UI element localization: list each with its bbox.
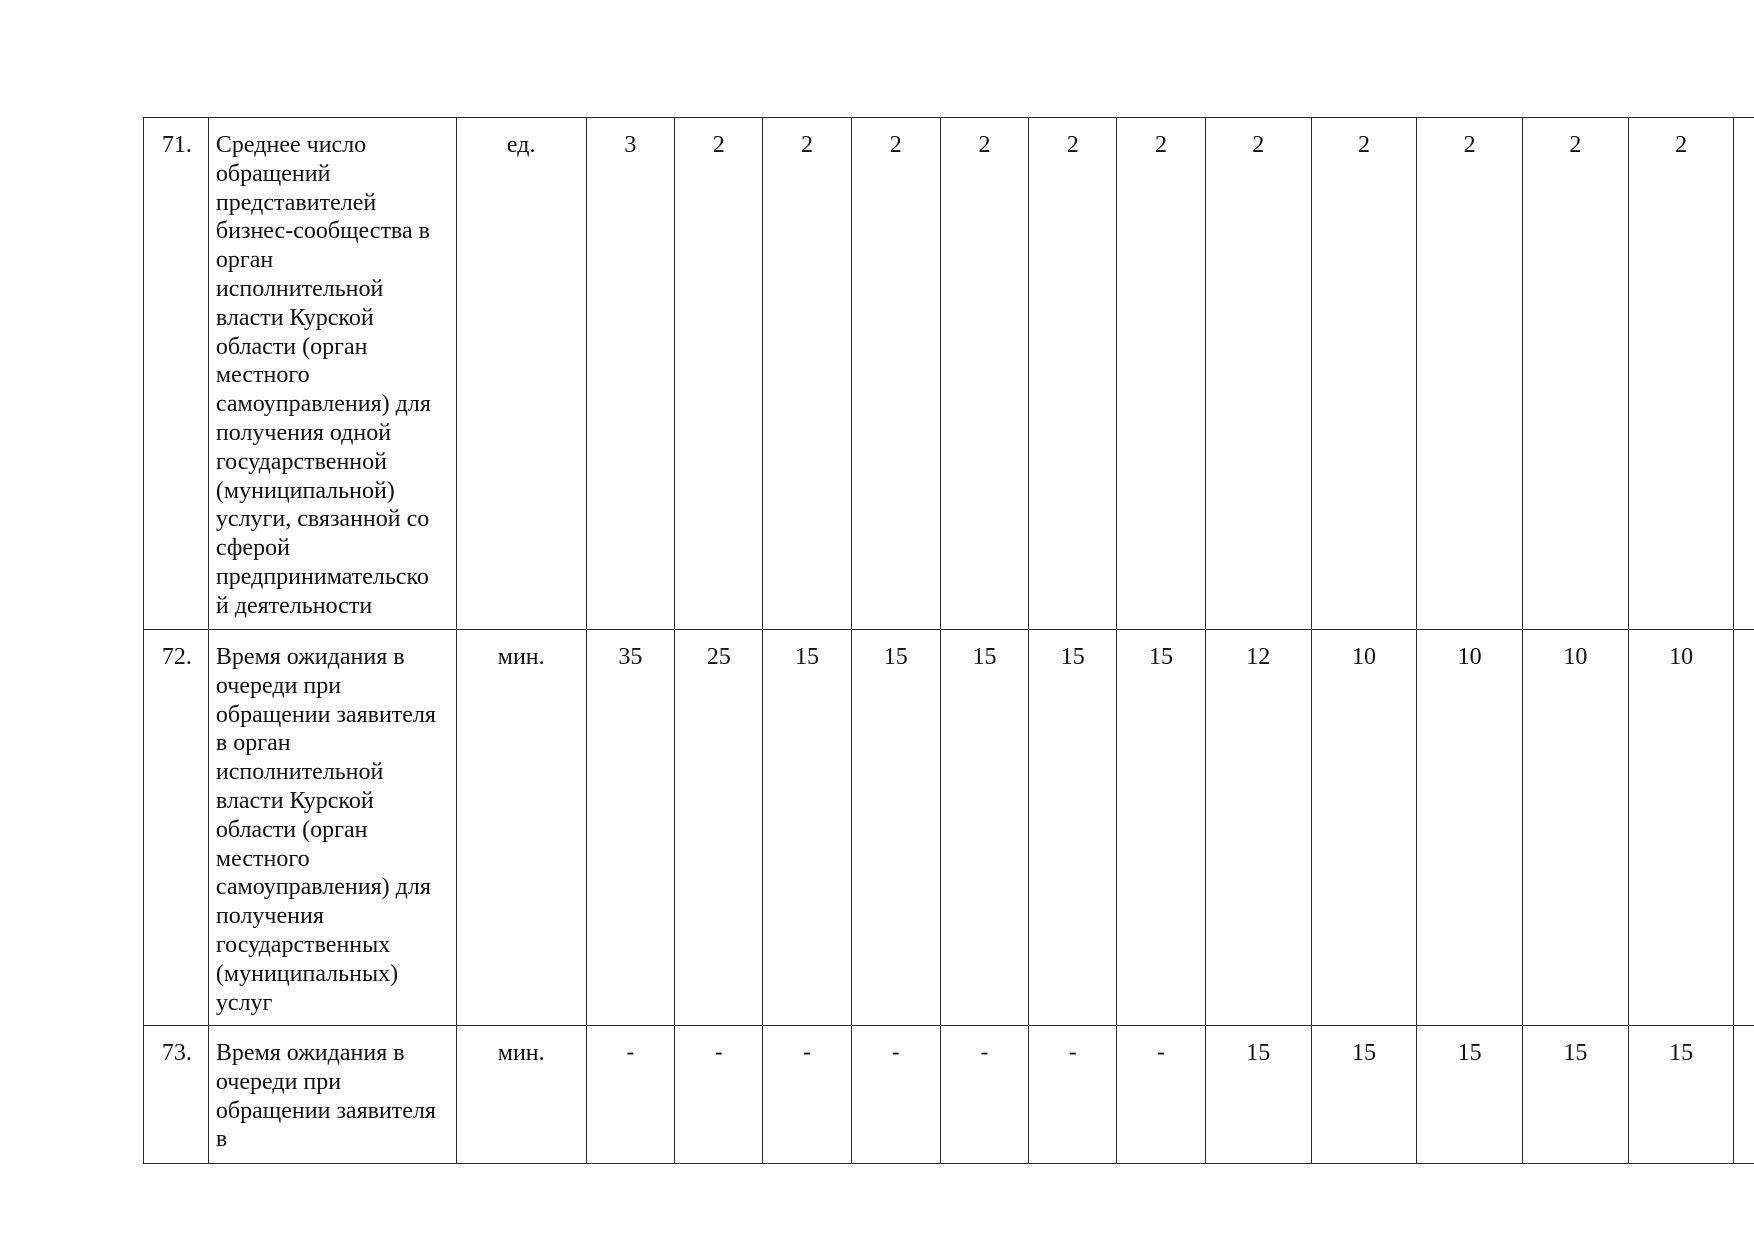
value-cell: 15 xyxy=(1417,1026,1523,1164)
description-line: получения xyxy=(215,903,324,930)
description-line: обращении заявителя xyxy=(215,701,436,728)
row-unit: мин. xyxy=(456,1026,586,1164)
table-row xyxy=(144,630,1754,1026)
cropped-cell xyxy=(1734,118,1754,630)
description-line: исполнительной xyxy=(215,759,384,786)
cropped-cell xyxy=(1734,630,1754,1026)
description-line: представителей xyxy=(215,189,377,216)
row-number: 73. xyxy=(144,1026,209,1164)
row-unit: ед. xyxy=(456,118,586,630)
value-cell: 15 xyxy=(940,630,1029,1026)
value-cell: 15 xyxy=(1311,1026,1417,1164)
value-cell: 10 xyxy=(1417,630,1523,1026)
value-cell: - xyxy=(763,1026,852,1164)
description-line: (муниципальной) xyxy=(215,477,395,504)
row-unit: мин. xyxy=(456,630,586,1026)
description-line: исполнительной xyxy=(215,275,384,302)
value-cell: 2 xyxy=(1523,118,1629,630)
value-cell: 2 xyxy=(1029,118,1117,630)
value-cell: 3 xyxy=(586,118,675,630)
value-cell: 15 xyxy=(1029,630,1117,1026)
description-line: сферой xyxy=(215,535,290,562)
value-cell: - xyxy=(586,1026,675,1164)
row-description xyxy=(208,630,456,1026)
value-cell: - xyxy=(851,1026,940,1164)
table-body xyxy=(144,118,1754,1164)
value-cell: 10 xyxy=(1523,630,1629,1026)
value-cell: 15 xyxy=(1205,1026,1311,1164)
cropped-cell xyxy=(1734,1026,1754,1164)
description-line: предпринимательско xyxy=(215,563,429,590)
value-cell: - xyxy=(675,1026,763,1164)
value-cell: 10 xyxy=(1628,630,1734,1026)
value-cell: - xyxy=(1117,1026,1206,1164)
description-line: очереди при xyxy=(215,672,342,699)
description-line: местного xyxy=(215,845,310,872)
description-line: власти Курской xyxy=(215,304,374,331)
value-cell: 2 xyxy=(1628,118,1734,630)
description-line: области (орган xyxy=(215,333,368,360)
value-cell: 15 xyxy=(1628,1026,1734,1164)
value-cell: 35 xyxy=(586,630,675,1026)
value-cell: 12 xyxy=(1205,630,1311,1026)
row-number: 72. xyxy=(144,630,209,1026)
description-line: в орган xyxy=(215,730,291,757)
value-cell: 25 xyxy=(675,630,763,1026)
description-line: самоуправления) для xyxy=(215,874,431,901)
row-description xyxy=(208,118,456,630)
value-cell: 15 xyxy=(1523,1026,1629,1164)
value-cell: 15 xyxy=(851,630,940,1026)
value-cell: 2 xyxy=(851,118,940,630)
value-cell: 2 xyxy=(940,118,1029,630)
description-line: государственных xyxy=(215,931,391,958)
description-line: услуг xyxy=(215,989,273,1016)
value-cell: 2 xyxy=(1311,118,1417,630)
description-line: в xyxy=(215,1126,228,1153)
table-row xyxy=(144,118,1754,630)
description-line: государственной xyxy=(215,448,387,475)
value-cell: 15 xyxy=(1117,630,1206,1026)
description-line: бизнес-сообщества в xyxy=(215,218,430,245)
value-cell: 15 xyxy=(763,630,852,1026)
description-line: Среднее число xyxy=(215,132,367,158)
description-line: обращений xyxy=(215,160,331,187)
value-cell: 2 xyxy=(1117,118,1206,630)
description-line: й деятельности xyxy=(215,592,373,619)
value-cell: - xyxy=(940,1026,1029,1164)
description-line: получения одной xyxy=(215,419,392,446)
description-line: местного xyxy=(215,362,310,389)
value-cell: 2 xyxy=(675,118,763,630)
table-row xyxy=(144,1026,1754,1164)
description-line: (муниципальных) xyxy=(215,960,399,987)
description-line: Время ожидания в xyxy=(215,644,405,670)
description-line: очереди при xyxy=(215,1068,342,1095)
description-line: обращении заявителя xyxy=(215,1097,436,1124)
description-line: орган xyxy=(215,247,274,274)
value-cell: 10 xyxy=(1311,630,1417,1026)
value-cell: 2 xyxy=(1417,118,1523,630)
description-line: Время ожидания в xyxy=(215,1040,405,1066)
row-description xyxy=(208,1026,456,1164)
description-line: самоуправления) для xyxy=(215,391,431,418)
description-line: услуги, связанной со xyxy=(215,506,430,533)
description-line: власти Курской xyxy=(215,787,374,814)
row-number: 71. xyxy=(144,118,209,630)
value-cell: - xyxy=(1029,1026,1117,1164)
description-line: области (орган xyxy=(215,816,368,843)
indicators-table xyxy=(143,117,1754,1164)
value-cell: 2 xyxy=(1205,118,1311,630)
value-cell: 2 xyxy=(763,118,852,630)
